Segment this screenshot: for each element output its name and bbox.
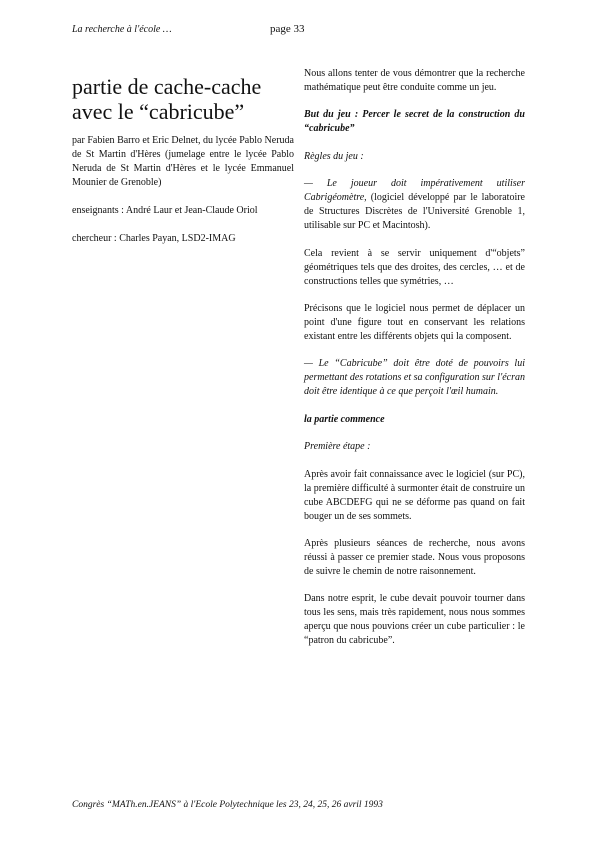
precisions-paragraph: Précisons que le logiciel nous permet de déplacer un point d'une figure tout en conservant les relations existant entre les différents objets qui la composent. <box>304 302 525 342</box>
step1-heading: Première étape : <box>304 441 371 453</box>
title-line-1: partie de cache-cache <box>72 74 262 99</box>
page-number: page 33 <box>270 23 305 35</box>
rule1-paragraph <box>304 177 525 233</box>
page-footer: Congrès “MATh.en.JEANS” à l'Ecole Polytechnique les 23, 24, 25, 26 avril 1993 <box>72 800 383 810</box>
goal-heading: But du jeu : Percer le secret de la construction du “cabricube” <box>304 109 525 135</box>
sessions-paragraph: Après plusieurs séances de recherche, nous avons réussi à passer ce premier stade. Nous vous proposons de suivre le chemin de notre raisonnement. <box>304 537 525 577</box>
step1-paragraph: Après avoir fait connaissance avec le logiciel (sur PC), la première difficulté à surmonter était de construire un cube ABCDEFG qui ne se déforme pas quand on fait bouger un de ses sommets. <box>304 468 525 522</box>
authors-paragraph: par Fabien Barro et Eric Delnet, du lycée Pablo Neruda de St Martin d'Hères (jumelage entre le lycée Pablo Neruda de St Martin d'Hères et le lycée Emmanuel Mounier de Grenoble) <box>72 135 294 188</box>
rule1-rest: (logiciel développé par le laboratoire de Structures Discrètes de l'Université Grenoble 1, utilisable sur PC et Macintosh). <box>304 192 525 232</box>
title-line-2: avec le “cabricube” <box>72 99 245 124</box>
intro-paragraph: Nous allons tenter de vous démontrer que la recherche mathématique peut être conduite comme un jeu. <box>304 68 525 93</box>
rule2-paragraph: — Le “Cabricube” doit être doté de pouvoirs lui permettant des rotations et sa configuration sur l'écran doit être identique à ce que perçoit l'œil humain. <box>304 358 525 398</box>
running-header: La recherche à l'école … <box>72 24 172 35</box>
researcher-paragraph: chercheur : Charles Payan, LSD2-IMAG <box>72 233 236 244</box>
article-title <box>72 74 302 124</box>
right-column <box>304 67 525 662</box>
left-column <box>72 134 294 260</box>
teachers-paragraph: enseignants : André Laur et Jean-Claude Oriol <box>72 205 258 216</box>
mind-paragraph: Dans notre esprit, le cube devait pouvoir tourner dans tous les sens, mais très rapidement, nous nous sommes aperçu que nous pouvions créer un cube particulier : le “patron du cabricube”. <box>304 593 525 647</box>
rules-heading: Règles du jeu : <box>304 150 364 162</box>
game-starts-heading: la partie commence <box>304 413 385 425</box>
objects-paragraph: Cela revient à se servir uniquement d'“objets” géométriques tels que des droites, des cercles, … et de constructions telles que symétries, … <box>304 247 525 287</box>
rule1-italic: — Le joueur doit impérativement utiliser Cabrigéomètre, <box>304 178 525 204</box>
